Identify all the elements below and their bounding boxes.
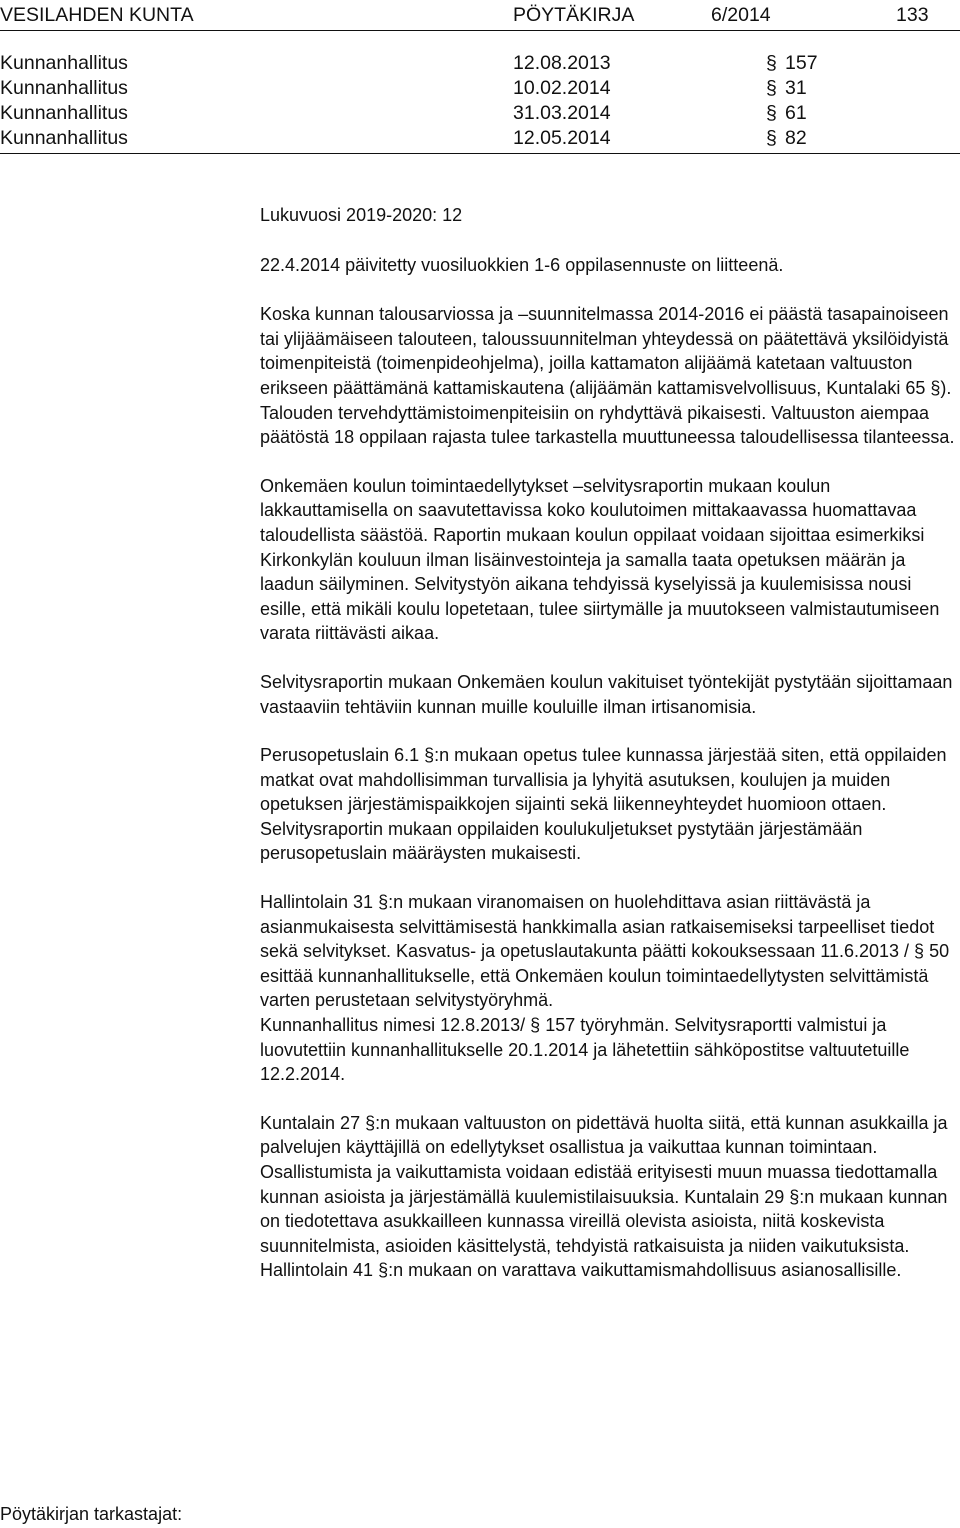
reference-row [0, 51, 960, 76]
section-sign: § [766, 77, 777, 99]
section-sign: § [766, 52, 777, 74]
reference-section: 61 [785, 102, 807, 124]
reference-organ: Kunnanhallitus [0, 102, 128, 124]
forecast-update-note: 22.4.2014 päivitetty vuosiluokkien 1-6 oppilasennuste on liitteenä. [260, 254, 784, 275]
section-sign: § [766, 127, 777, 149]
municipality-name: VESILAHDEN KUNTA [0, 4, 194, 26]
document-body [260, 203, 955, 1283]
reference-section: 82 [785, 127, 807, 149]
body-paragraph: Koska kunnan talousarviossa ja –suunnitelmassa 2014-2016 ei päästä tasapainoiseen tai ylijäämäiseen talouteen, taloussuunnitelman yhteydessä on päätettävä yksilöidyistä toimenpiteistä (toimenpideohjelma), joilla kattamaton alijäämä katetaan valtuuston erikseen päättämänä kattamiskautena (alijäämän kattamisvelvollisuus, Kuntalaki 65 §). Talouden tervehdyttämistoimenpiteisiin on ryhdyttävä pikaisesti. Valtuuston aiempaa päätöstä 18 oppilaan rajasta tulee tarkastella muuttuneessa taloudellisessa tilanteessa. [260, 304, 955, 448]
body-paragraph: Onkemäen koulun toimintaedellytykset –selvitysraportin mukaan koulun lakkauttamisella on saavutettavissa koko koulutoimen mittakaavassa huomattavaa taloudellista säästöä. Raportin mukaan koulun oppilaat voidaan sijoittaa esimerkiksi Kirkonkylän kouluun ilman lisäinvestointeja ja samalla taata opetuksen määrän ja laadun säilyminen. Selvitystyön aikana tehdyissä kyselyissä ja kuulemisissa nousi esille, että mikäli koulu lopetetaan, tulee siirtymälle ja muutokseen valmistautumiseen varata riittävästi aikaa. [260, 475, 940, 644]
reference-organ: Kunnanhallitus [0, 127, 128, 149]
body-paragraph: Selvitysraportin mukaan Onkemäen koulun vakituiset työntekijät pystytään sijoittamaan vastaaviin tehtäviin kunnan muille kouluille ilman irtisanomisia. [260, 671, 953, 717]
reference-row [0, 101, 960, 126]
document-number: 6/2014 [711, 4, 771, 26]
body-paragraph: Perusopetuslain 6.1 §:n mukaan opetus tulee kunnassa järjestää siten, että oppilaiden matkat ovat mahdollisimman turvallisia ja lyhyitä asutuksen, koulujen ja muiden opetuksen järjestämispaikkojen sijainti sekä liikenneyhteydet huomioon ottaen. Selvitysraportin mukaan oppilaiden koulukuljetukset pystytään järjestämään perusopetuslain määräysten mukaisesti. [260, 745, 947, 864]
signers-label: Pöytäkirjan tarkastajat: [0, 1504, 183, 1524]
reference-organ: Kunnanhallitus [0, 52, 128, 74]
reference-date: 12.05.2014 [513, 127, 611, 149]
reference-organ: Kunnanhallitus [0, 77, 128, 99]
reference-date: 12.08.2013 [513, 52, 611, 74]
references-divider [0, 153, 960, 154]
body-paragraph: Hallintolain 31 §:n mukaan viranomaisen on huolehdittava asian riittävästä ja asianmukaisesta selvittämisestä hankkimalla asian ratkaisemiseksi tarpeelliset tiedot sekä selvitykset. Kasvatus- ja opetuslautakunta päätti kokouksessaan 11.6.2013 / § 50 esittää kunnanhallitukselle, että Onkemäen koulun toimintaedellytysten selvittämistä varten perustetaan selvitystyöryhmä. [260, 892, 950, 1011]
page-header [0, 3, 960, 29]
header-divider [0, 30, 960, 31]
reference-row [0, 76, 960, 101]
school-year-line: Lukuvuosi 2019-2020: 12 [260, 205, 463, 225]
reference-section: 31 [785, 77, 807, 99]
reference-date: 31.03.2014 [513, 102, 611, 124]
body-paragraph: Hallintolain 41 §:n mukaan on varattava vaikuttamismahdollisuus asianosallisille. [260, 1260, 902, 1281]
reference-list [0, 51, 960, 151]
page-number: 133 [896, 4, 929, 26]
section-sign: § [766, 102, 777, 124]
body-paragraph: Kunnanhallitus nimesi 12.8.2013/ § 157 työryhmän. Selvitysraportti valmistui ja luovutettiin kunnanhallitukselle 20.1.2014 ja lähetettiin sähköpostitse valtuutetuille 12.2.2014. [260, 1015, 910, 1085]
reference-section: 157 [785, 52, 818, 74]
reference-date: 10.02.2014 [513, 77, 611, 99]
body-paragraph: Kuntalain 27 §:n mukaan valtuuston on pidettävä huolta siitä, että kunnan asukkailla ja palvelujen käyttäjillä on edellytykset osallistua ja vaikuttaa kunnan toimintaan. Osallistumista ja vaikuttamista voidaan edistää erityisesti muun muassa tiedottamalla kunnan asioista ja järjestämällä kuulemistilaisuuksia. Kuntalain 29 §:n mukaan kunnan on tiedotettava asukkailleen kunnassa vireillä olevista asioista, niitä koskevista suunnitelmista, asioiden käsittelystä, tehdyistä ratkaisuista ja niiden vaikutuksista. [260, 1112, 948, 1256]
document-type: PÖYTÄKIRJA [513, 4, 635, 26]
reference-row [0, 126, 960, 151]
